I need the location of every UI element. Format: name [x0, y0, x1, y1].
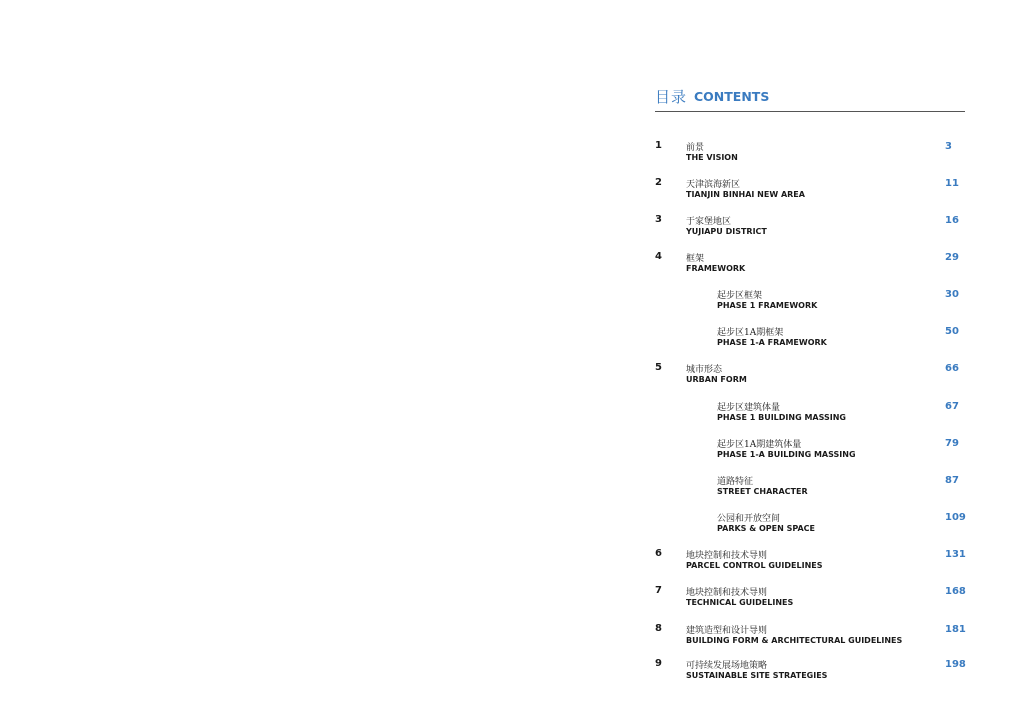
entry-title-chinese: 公园和开放空间 — [717, 514, 781, 524]
toc-title-english: CONTENTS — [694, 89, 770, 104]
toc-subentry-5-1[interactable] — [655, 400, 965, 430]
toc-entry-5[interactable] — [655, 362, 965, 392]
toc-entry-4[interactable] — [655, 251, 965, 281]
entry-title-chinese: 前景 — [686, 143, 705, 153]
entry-page-number[interactable]: 16 — [945, 215, 959, 226]
entry-title-english: STREET CHARACTER — [717, 487, 808, 496]
entry-page-number[interactable]: 67 — [945, 401, 959, 412]
toc-subentry-5-4[interactable] — [655, 511, 965, 541]
entry-title-chinese: 起步区建筑体量 — [717, 403, 781, 413]
entry-title-english: PHASE 1 FRAMEWORK — [717, 301, 818, 310]
entry-page-number[interactable]: 79 — [945, 438, 959, 449]
entry-title-english: PHASE 1-A FRAMEWORK — [717, 338, 827, 347]
entry-page-number[interactable]: 30 — [945, 289, 959, 300]
entry-number: 1 — [655, 140, 662, 151]
entry-page-number[interactable]: 87 — [945, 475, 959, 486]
toc-subentry-5-3[interactable] — [655, 474, 965, 504]
entry-page-number[interactable]: 11 — [945, 178, 959, 189]
entry-title-chinese: 框架 — [686, 254, 705, 264]
entry-title-chinese: 道路特征 — [717, 477, 754, 487]
entry-title-chinese: 起步区1A期建筑体量 — [717, 440, 802, 450]
entry-number: 6 — [655, 548, 662, 559]
entry-title-chinese: 于家堡地区 — [686, 217, 732, 227]
entry-title-english: PARKS & OPEN SPACE — [717, 524, 816, 533]
entry-title-chinese: 地块控制和技术导则 — [686, 588, 768, 598]
entry-page-number[interactable]: 168 — [945, 586, 966, 597]
entry-title-english: TECHNICAL GUIDELINES — [686, 598, 794, 607]
entry-title-chinese: 起步区框架 — [717, 291, 763, 301]
entry-page-number[interactable]: 3 — [945, 141, 952, 152]
entry-title-english: TIANJIN BINHAI NEW AREA — [686, 190, 805, 199]
entry-page-number[interactable]: 131 — [945, 549, 966, 560]
table-of-contents — [655, 84, 966, 680]
entry-page-number[interactable]: 29 — [945, 252, 959, 263]
entry-title-chinese: 城市形态 — [686, 365, 723, 375]
entry-page-number[interactable]: 66 — [945, 363, 959, 374]
entry-page-number[interactable]: 50 — [945, 326, 959, 337]
entry-number: 8 — [655, 623, 662, 634]
toc-entry-9[interactable] — [655, 658, 965, 688]
toc-entry-7[interactable] — [655, 585, 965, 615]
entry-page-number[interactable]: 198 — [945, 659, 966, 670]
toc-title-chinese: 目录 — [655, 88, 688, 106]
entry-title-chinese: 起步区1A期框架 — [717, 328, 784, 338]
toc-subentry-4-1[interactable] — [655, 288, 965, 318]
entry-number: 9 — [655, 658, 662, 669]
entry-number: 7 — [655, 585, 662, 596]
toc-entry-8[interactable] — [655, 623, 965, 653]
entry-title-chinese: 建筑造型和设计导则 — [686, 626, 768, 636]
entry-title-english: THE VISION — [686, 153, 738, 162]
entry-number: 2 — [655, 177, 662, 188]
entry-title-english: PHASE 1-A BUILDING MASSING — [717, 450, 856, 459]
toc-entry-6[interactable] — [655, 548, 965, 578]
toc-heading — [655, 84, 965, 112]
entry-title-chinese: 地块控制和技术导则 — [686, 551, 768, 561]
entry-title-english: SUSTAINABLE SITE STRATEGIES — [686, 671, 828, 680]
entry-page-number[interactable]: 109 — [945, 512, 966, 523]
entry-title-english: BUILDING FORM & ARCHITECTURAL GUIDELINES — [686, 636, 903, 645]
toc-entry-1[interactable] — [655, 140, 965, 170]
entry-title-chinese: 天津滨海新区 — [686, 180, 741, 190]
toc-entry-3[interactable] — [655, 214, 965, 244]
entry-number: 5 — [655, 362, 662, 373]
entry-title-english: FRAMEWORK — [686, 264, 746, 273]
toc-subentry-5-2[interactable] — [655, 437, 965, 467]
entry-number: 4 — [655, 251, 662, 262]
entry-title-english: PHASE 1 BUILDING MASSING — [717, 413, 846, 422]
entry-title-chinese: 可持续发展场地策略 — [686, 661, 768, 671]
toc-subentry-4-2[interactable] — [655, 325, 965, 355]
toc-entry-2[interactable] — [655, 177, 965, 207]
entry-page-number[interactable]: 181 — [945, 624, 966, 635]
entry-title-english: URBAN FORM — [686, 375, 747, 384]
entry-number: 3 — [655, 214, 662, 225]
entry-title-english: YUJIAPU DISTRICT — [686, 227, 767, 236]
entry-title-english: PARCEL CONTROL GUIDELINES — [686, 561, 823, 570]
